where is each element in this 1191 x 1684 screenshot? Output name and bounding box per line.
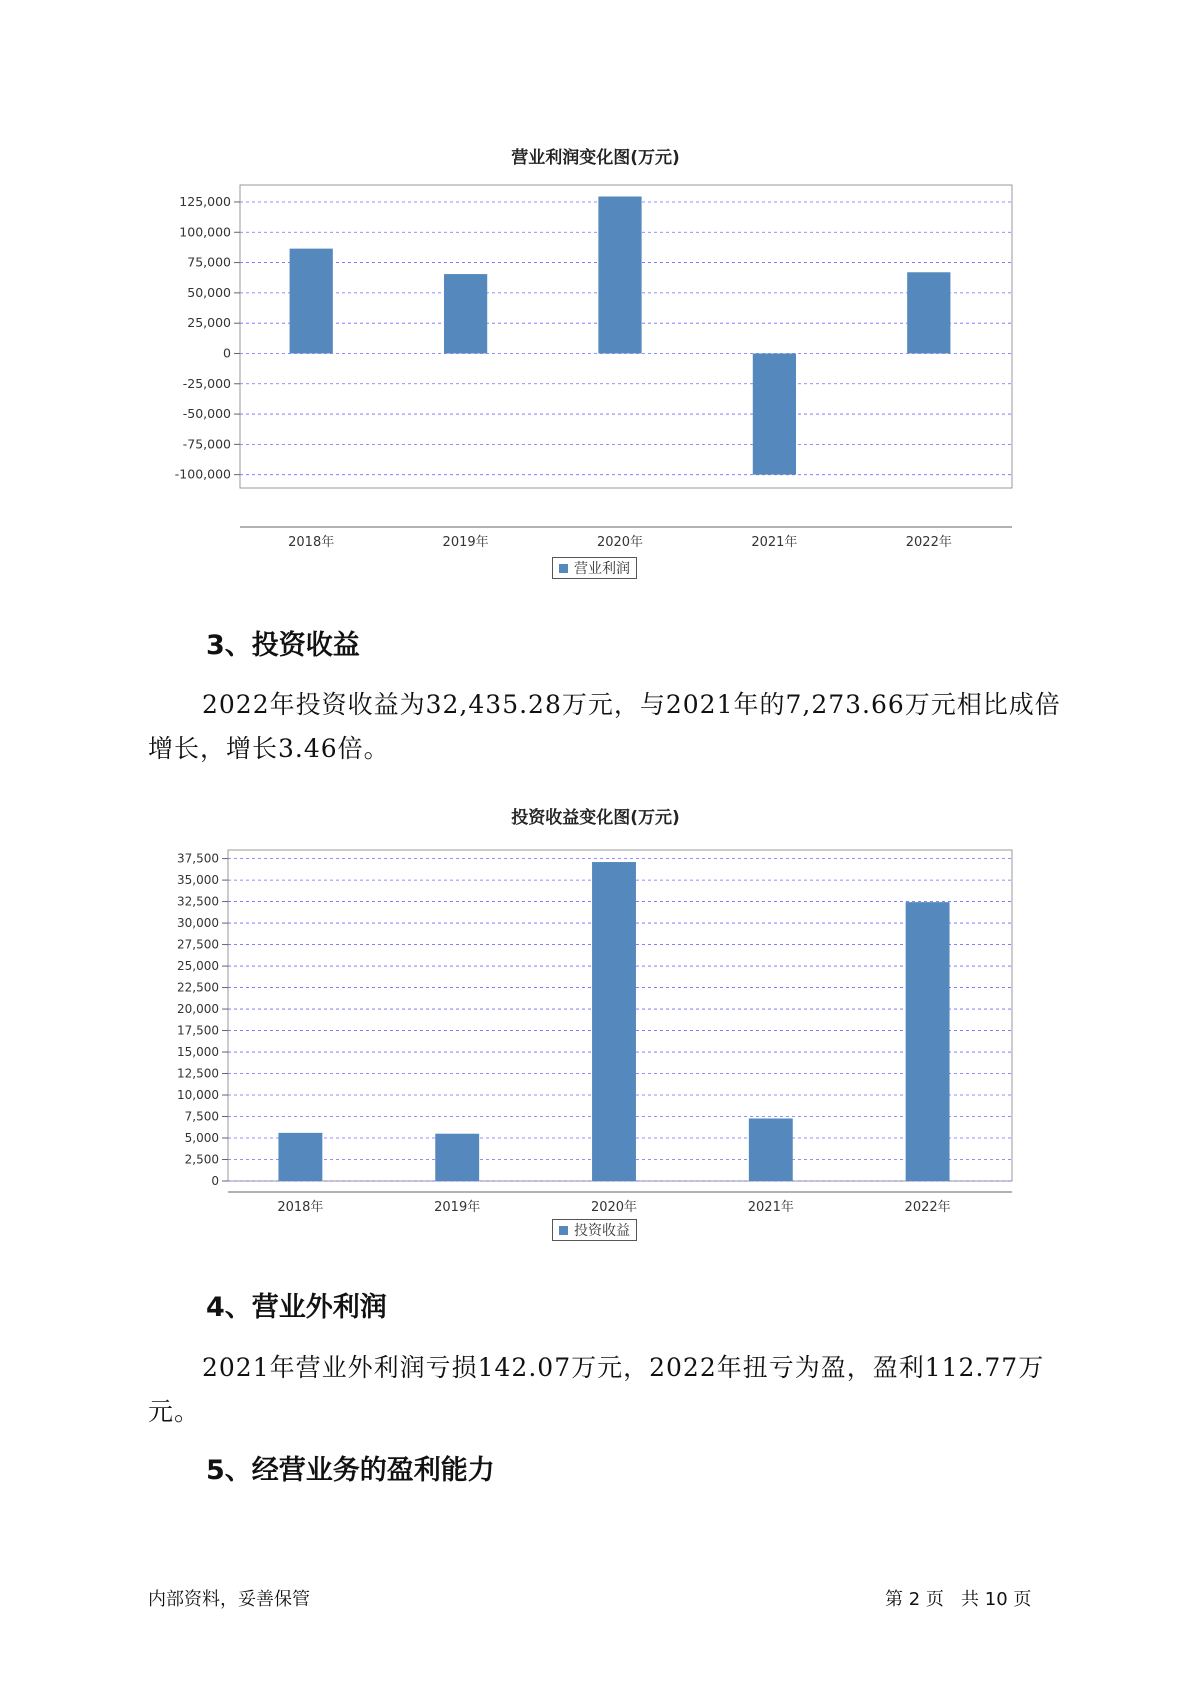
chart1-legend — [552, 557, 637, 579]
bar-2022年 — [906, 902, 950, 1181]
y-tick-label: 17,500 — [177, 1023, 219, 1038]
y-tick-label: 0 — [223, 345, 231, 361]
y-tick-label: 5,000 — [184, 1131, 219, 1146]
section3-heading: 3、投资收益 — [206, 630, 360, 661]
y-tick-label: 12,500 — [177, 1066, 219, 1081]
x-tick-label: 2020年 — [590, 1200, 638, 1215]
chart2-legend-label: 投资收益 — [574, 1223, 630, 1239]
y-tick-label: 25,000 — [187, 315, 231, 331]
legend-swatch — [559, 1226, 568, 1235]
y-tick-label: 7,500 — [184, 1109, 219, 1124]
bar-2022年 — [907, 272, 950, 353]
x-tick-label: 2021年 — [751, 535, 798, 550]
y-tick-label: 50,000 — [187, 284, 231, 300]
y-tick-label: -25,000 — [182, 375, 231, 391]
x-tick-label: 2022年 — [904, 1200, 951, 1215]
y-tick-label: 35,000 — [177, 873, 219, 888]
y-tick-label: -75,000 — [182, 436, 231, 452]
bar-2018年 — [278, 1133, 322, 1181]
y-tick-label: 75,000 — [187, 254, 231, 270]
y-tick-label: 125,000 — [179, 193, 231, 209]
y-tick-label: 27,500 — [177, 937, 219, 952]
bar-2018年 — [290, 249, 333, 354]
footer-confidential: 内部资料，妥善保管 — [148, 1589, 310, 1610]
y-tick-label: 25,000 — [177, 959, 219, 974]
y-tick-label: 20,000 — [177, 1002, 219, 1017]
y-tick-label: -100,000 — [174, 466, 231, 482]
y-tick-label: 100,000 — [179, 224, 231, 240]
y-tick-label: 10,000 — [177, 1088, 219, 1103]
x-tick-label: 2022年 — [905, 535, 952, 550]
section4-heading: 4、营业外利润 — [206, 1292, 387, 1323]
y-tick-label: 22,500 — [177, 980, 219, 995]
y-tick-label: 30,000 — [177, 916, 219, 931]
section5-heading: 5、经营业务的盈利能力 — [206, 1455, 495, 1486]
section3-paragraph: 2022年投资收益为32,435.28万元，与2021年的7,273.66万元相比成倍增长，增长3.46倍。 — [148, 690, 1061, 763]
x-tick-label: 2019年 — [442, 535, 489, 550]
bar-2019年 — [435, 1134, 479, 1181]
y-tick-label: 2,500 — [184, 1152, 219, 1167]
legend-swatch — [559, 564, 568, 573]
y-tick-label: 32,500 — [177, 894, 219, 909]
bar-2021年 — [749, 1118, 793, 1181]
chart2-title: 投资收益变化图(万元) — [511, 808, 680, 828]
y-tick-label: 0 — [211, 1174, 219, 1188]
y-tick-label: 15,000 — [177, 1045, 219, 1060]
chart1-operating-profit — [0, 170, 1191, 550]
chart2-legend — [552, 1219, 637, 1241]
x-tick-label: 2020年 — [596, 535, 644, 550]
section4-paragraph: 2021年营业外利润亏损142.07万元，2022年扭亏为盈，盈利112.77万元。 — [148, 1353, 1045, 1426]
bar-2020年 — [592, 862, 636, 1181]
bar-2021年 — [753, 353, 796, 474]
bar-2020年 — [598, 197, 641, 354]
chart1-legend-label: 营业利润 — [574, 561, 630, 577]
y-tick-label: -50,000 — [182, 406, 231, 422]
x-tick-label: 2019年 — [434, 1200, 481, 1215]
x-tick-label: 2021年 — [747, 1200, 794, 1215]
bar-2019年 — [444, 274, 487, 353]
chart2-investment-income — [0, 838, 1191, 1228]
x-tick-label: 2018年 — [277, 1200, 324, 1215]
chart1-title: 营业利润变化图(万元) — [511, 148, 680, 168]
x-tick-label: 2018年 — [288, 535, 335, 550]
footer-page-number: 第 2 页 共 10 页 — [885, 1589, 1032, 1610]
y-tick-label: 37,500 — [177, 851, 219, 866]
